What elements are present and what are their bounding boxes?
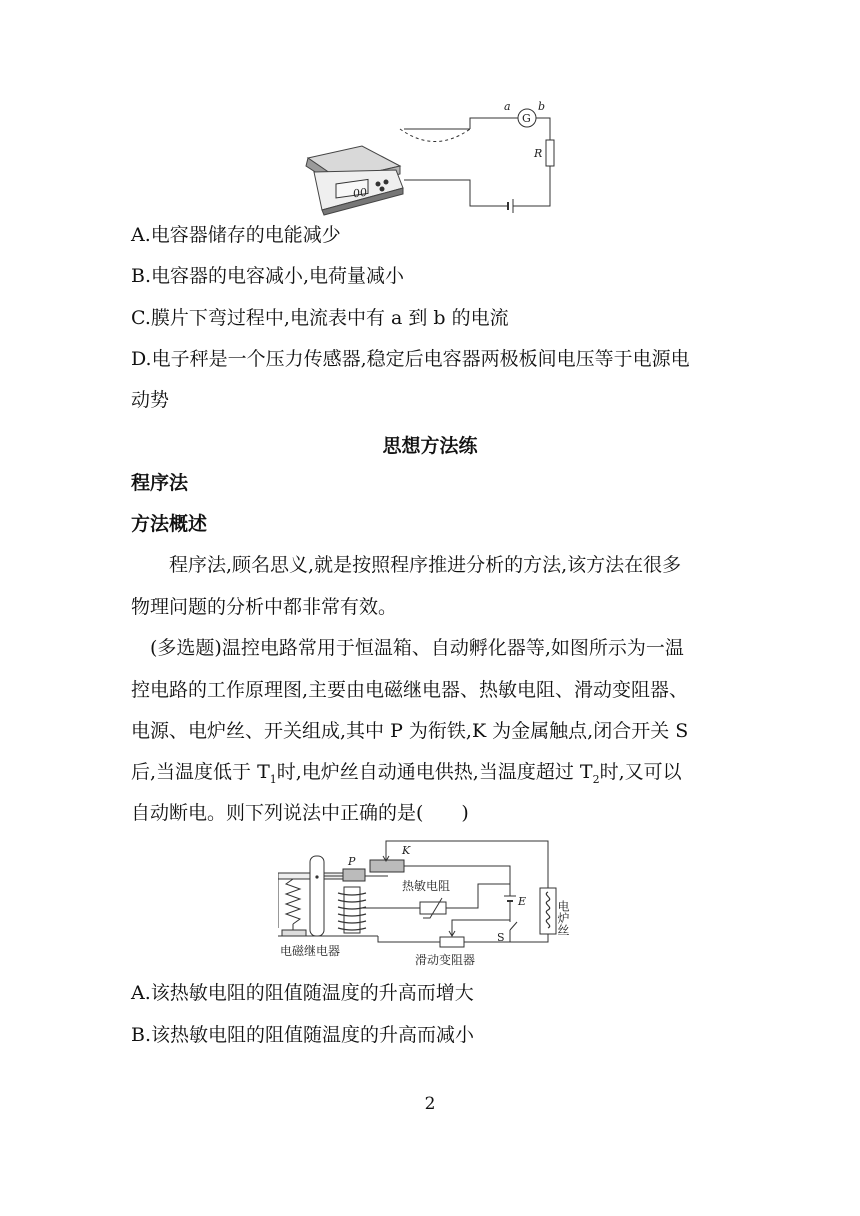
relay-pillar: [310, 856, 324, 936]
resistor-r-symbol: [546, 140, 554, 166]
overview-line-2: 物理问题的分析中都非常有效。: [131, 596, 398, 618]
thermostat-circuit-figure: [278, 838, 578, 968]
armature-p-label: P: [348, 855, 356, 868]
option-1-c: C.膜片下弯过程中,电流表中有 a 到 b 的电流: [131, 307, 509, 329]
circuit-wire-bottom: [513, 166, 550, 206]
heater-label: 电炉丝: [556, 900, 570, 936]
electronic-scale-image: [306, 146, 403, 215]
battery-e-label: E: [518, 895, 527, 908]
switch-s: [510, 922, 517, 930]
option-1-d-continued: 动势: [131, 389, 170, 411]
section-title: 思想方法练: [382, 435, 478, 457]
option-2-a: A.该热敏电阻的阻值随温度的升高而增大: [131, 982, 474, 1004]
method-title: 程序法: [131, 472, 189, 494]
question-line-4-part-3: 时,又可以: [599, 761, 682, 783]
rheostat-label: 滑动变阻器: [415, 953, 476, 967]
question-line-4: [131, 760, 682, 792]
switch-s-label: S: [497, 931, 505, 944]
circuit-wire-right: [536, 118, 550, 140]
wire-bottom: [378, 936, 440, 942]
option-1-a: A.电容器储存的电能减少: [131, 224, 341, 246]
option-2-b: B.该热敏电阻的阻值随温度的升高而减小: [131, 1024, 475, 1046]
question-line-5: 自动断电。则下列说法中正确的是( ): [131, 802, 469, 824]
contact-k: [370, 860, 404, 872]
contact-k-label: K: [402, 844, 411, 857]
question-line-2: 控电路的工作原理图,主要由电磁继电器、热敏电阻、滑动变阻器、: [131, 679, 689, 701]
armature-p: [343, 869, 365, 881]
page-number: 2: [424, 1094, 436, 1114]
galvanometer-label: G: [522, 112, 531, 125]
relay-label: 电磁继电器: [280, 944, 341, 958]
scale-circuit-figure: [300, 96, 580, 221]
resistor-r-label: R: [534, 147, 543, 160]
thermistor-label: 热敏电阻: [402, 879, 451, 893]
question-line-1: (多选题)温控电路常用于恒温箱、自动孵化器等,如图所示为一温: [131, 637, 684, 659]
scale-display-text: 00: [353, 185, 367, 201]
option-1-d: D.电子秤是一个压力传感器,稳定后电容器两极板间电压等于电源电: [131, 348, 690, 370]
overview-title: 方法概述: [131, 513, 208, 535]
question-line-3: 电源、电炉丝、开关组成,其中 P 为衔铁,K 为金属触点,闭合开关 S: [131, 720, 689, 742]
circuit-wire-left: [404, 180, 508, 206]
overview-line-1: 程序法,顾名思义,就是按照程序推进分析的方法,该方法在很多: [131, 554, 682, 576]
relay-spring: [286, 879, 300, 924]
heater-symbol: [540, 888, 556, 934]
t1-subscript: 1: [269, 772, 277, 786]
question-line-4-part-2: 时,电炉丝自动通电供热,当温度超过 T: [276, 761, 593, 783]
t2-subscript: 2: [592, 772, 600, 786]
membrane-dashed-arc: [400, 129, 470, 142]
terminal-b-label: b: [538, 100, 546, 113]
rheostat-symbol: [440, 937, 464, 947]
terminal-a-label: a: [504, 100, 511, 113]
circuit-wire-top: [470, 118, 518, 129]
option-1-b: B.电容器的电容减小,电荷量减小: [131, 265, 405, 287]
question-line-4-part-1: 后,当温度低于 T: [131, 761, 270, 783]
